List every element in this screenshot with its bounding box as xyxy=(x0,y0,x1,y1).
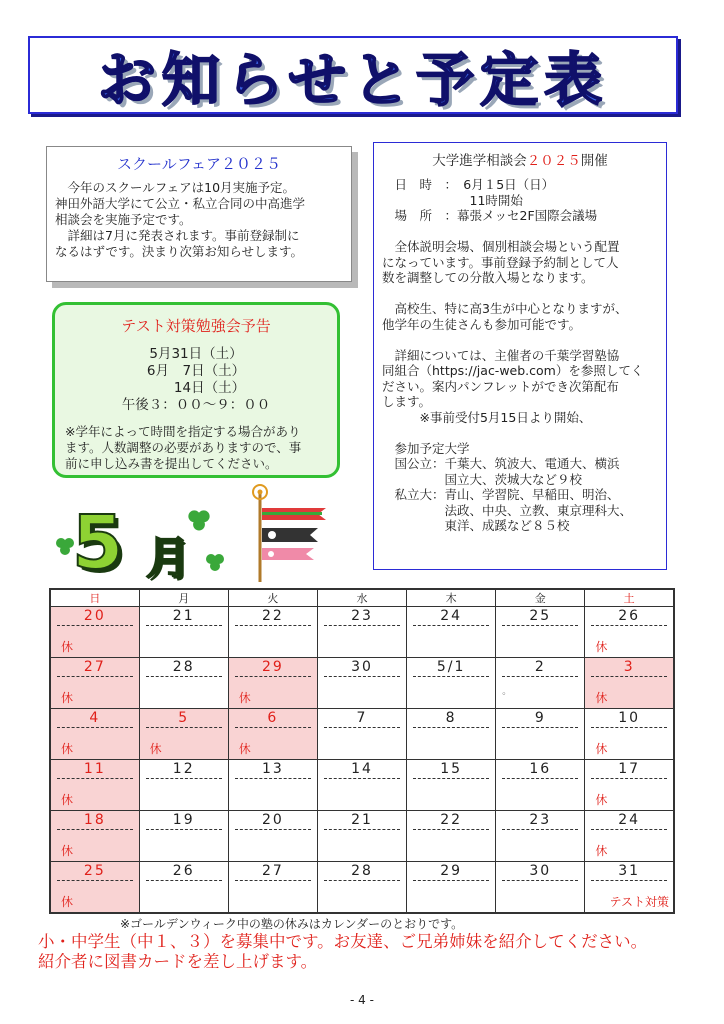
calendar-day-cell xyxy=(50,811,139,862)
day-number: 22 xyxy=(235,607,311,626)
calendar-day-cell xyxy=(496,709,585,760)
closed-mark: 休 xyxy=(61,793,74,808)
calendar-day-cell xyxy=(50,607,139,658)
test-study-box xyxy=(52,302,340,478)
school-fair-title: スクールフェア２０２５ xyxy=(117,155,281,173)
day-number: 5 xyxy=(146,709,222,728)
recruit-notice: 小・中学生（中１、３）を募集中です。お友達、ご兄弟姉妹を紹介してください。 紹介者に図書カードを差し上げます。 xyxy=(38,932,648,971)
closed-mark: 休 xyxy=(61,640,74,655)
may-illustration xyxy=(54,500,234,586)
day-number: 17 xyxy=(591,760,667,779)
day-number: 19 xyxy=(146,811,222,830)
calendar-day-cell xyxy=(496,811,585,862)
calendar-week-row xyxy=(50,658,674,709)
calendar-day-cell xyxy=(139,862,228,913)
test-study-note: ※学年によって時間を指定する場合があり ます。人数調整の必要がありますので、事 前に申し込み書を提出してください。 xyxy=(65,424,302,471)
calendar-day-cell xyxy=(50,709,139,760)
day-number: 25 xyxy=(57,862,133,881)
calendar-day-cell xyxy=(317,709,406,760)
day-number: 21 xyxy=(324,811,400,830)
day-number: 16 xyxy=(502,760,578,779)
calendar-day-cell xyxy=(407,811,496,862)
closed-mark: 休 xyxy=(595,844,608,859)
calendar-day-cell xyxy=(407,709,496,760)
university-consult-box xyxy=(373,142,667,570)
day-number: 14 xyxy=(324,760,400,779)
closed-mark: 休 xyxy=(238,691,251,706)
day-number: 24 xyxy=(413,607,489,626)
day-number: 30 xyxy=(502,862,578,881)
calendar-day-cell xyxy=(317,760,406,811)
calendar-header-row xyxy=(50,589,674,607)
day-number: 24 xyxy=(591,811,667,830)
day-number: 15 xyxy=(413,760,489,779)
day-number: 29 xyxy=(413,862,489,881)
calendar-day-cell xyxy=(228,607,317,658)
closed-mark: 休 xyxy=(149,742,162,757)
weekday-header: 日 xyxy=(50,589,139,607)
calendar-week-row xyxy=(50,709,674,760)
day-number: 30 xyxy=(324,658,400,677)
weekday-header: 土 xyxy=(585,589,674,607)
day-number: 21 xyxy=(146,607,222,626)
day-number: 26 xyxy=(591,607,667,626)
day-number: 31 xyxy=(591,862,667,881)
day-number: 28 xyxy=(146,658,222,677)
day-number: 5/1 xyxy=(413,658,489,677)
consult-title xyxy=(382,149,658,169)
closed-mark: 休 xyxy=(595,793,608,808)
calendar-day-cell xyxy=(317,811,406,862)
day-number: 12 xyxy=(146,760,222,779)
calendar-week-row xyxy=(50,607,674,658)
calendar-day-cell xyxy=(496,658,585,709)
day-number: 23 xyxy=(324,607,400,626)
header-banner xyxy=(28,36,678,114)
day-number: 2 xyxy=(502,658,578,677)
dot-mark: 。 xyxy=(502,687,512,698)
weekday-header: 水 xyxy=(317,589,406,607)
school-fair-box xyxy=(46,146,352,282)
day-number: 6 xyxy=(235,709,311,728)
calendar-day-cell xyxy=(317,607,406,658)
weekday-header: 木 xyxy=(407,589,496,607)
calendar-day-cell xyxy=(228,862,317,913)
may-kanji: 月 xyxy=(146,533,190,584)
calendar-day-cell xyxy=(228,760,317,811)
day-number: 20 xyxy=(57,607,133,626)
day-number: 10 xyxy=(591,709,667,728)
consult-body: 日 時 ： 6月１5日（日） 11時開始 場 所 ：幕張メッセ2F国際会議場 全体説明会場、個別相談会場という配置 になっています。事前登録予約制として人 数を調整しての分散入場となります。 高校生、特に高3生が中心となりますが、 他学年の生徒さんも参加可能です。 詳細については、主催者の千葉学習塾協 同組合（https://jac-web.com）を参照してく ださい。案内パンフレットができ次第配布 します。 ※事前受付5月15日より開始、 参加予定大学 国公立：千葉大、筑波大、電通大、横浜 国立大、茨城大など９校 私立大：青山、学習院、早稲田、明治、 法政、中央、立教、東京理科大、 東洋、成蹊など８５校 xyxy=(382,177,644,533)
calendar-day-cell xyxy=(139,811,228,862)
calendar-day-cell xyxy=(50,862,139,913)
day-number: 28 xyxy=(324,862,400,881)
closed-mark: 休 xyxy=(595,742,608,757)
may-calendar xyxy=(49,588,675,914)
calendar-day-cell xyxy=(496,607,585,658)
day-number: 22 xyxy=(413,811,489,830)
calendar-week-row xyxy=(50,760,674,811)
consult-title-year: ２０２５ xyxy=(526,153,581,169)
calendar-day-cell xyxy=(139,709,228,760)
calendar-day-cell xyxy=(407,658,496,709)
test-study-dates: 5月31日（土） 6月 7日（土） 14日（土） 午後３：００～９：００ xyxy=(121,346,271,413)
day-number: 7 xyxy=(324,709,400,728)
closed-mark: 休 xyxy=(61,742,74,757)
calendar-body xyxy=(50,607,674,914)
school-fair-body: 今年のスクールフェアは10月実施予定。 神田外語大学にて公立・私立合同の中高進学 相談会を実施予定です。 詳細は7月に発表されます。事前登録制に なるはずです。決まり次第お知らせします。 xyxy=(55,180,306,259)
day-number: 27 xyxy=(235,862,311,881)
calendar-day-cell xyxy=(228,811,317,862)
calendar-day-cell xyxy=(585,862,674,913)
day-number: 26 xyxy=(146,862,222,881)
calendar-day-cell xyxy=(139,607,228,658)
day-number: 11 xyxy=(57,760,133,779)
test-study-title: テスト対策勉強会予告 xyxy=(121,317,271,335)
calendar-day-cell xyxy=(585,811,674,862)
weekday-header: 金 xyxy=(496,589,585,607)
calendar-day-cell xyxy=(50,760,139,811)
calendar-week-row xyxy=(50,811,674,862)
clover-icon xyxy=(204,552,226,574)
closed-mark: 休 xyxy=(595,640,608,655)
calendar-day-cell xyxy=(585,760,674,811)
calendar-day-cell xyxy=(407,760,496,811)
page-number: - 4 - xyxy=(350,993,374,1007)
calendar-day-cell xyxy=(228,709,317,760)
calendar-note: ※ゴールデンウィーク中の塾の休みはカレンダーのとおりです。 xyxy=(120,917,464,931)
closed-mark: 休 xyxy=(595,691,608,706)
calendar-day-cell xyxy=(139,760,228,811)
day-number: 20 xyxy=(235,811,311,830)
closed-mark: 休 xyxy=(61,844,74,859)
calendar-day-cell xyxy=(139,658,228,709)
day-number: 8 xyxy=(413,709,489,728)
may-number: 5 xyxy=(72,500,124,586)
day-number: 18 xyxy=(57,811,133,830)
closed-mark: 休 xyxy=(61,895,74,909)
day-number: 3 xyxy=(591,658,667,677)
calendar-day-cell xyxy=(496,862,585,913)
test-prep-mark: テスト対策 xyxy=(609,895,669,909)
calendar-day-cell xyxy=(317,658,406,709)
calendar-day-cell xyxy=(407,862,496,913)
weekday-header: 火 xyxy=(228,589,317,607)
calendar-week-row xyxy=(50,862,674,913)
weekday-header: 月 xyxy=(139,589,228,607)
day-number: 23 xyxy=(502,811,578,830)
calendar-day-cell xyxy=(317,862,406,913)
calendar-day-cell xyxy=(585,607,674,658)
day-number: 9 xyxy=(502,709,578,728)
calendar-day-cell xyxy=(585,709,674,760)
day-number: 4 xyxy=(57,709,133,728)
koinobori-icon xyxy=(244,484,334,584)
calendar-day-cell xyxy=(50,658,139,709)
closed-mark: 休 xyxy=(238,742,251,757)
closed-mark: 休 xyxy=(61,691,74,706)
consult-title-prefix: 大学進学相談会 xyxy=(432,153,527,169)
day-number: 13 xyxy=(235,760,311,779)
day-number: 25 xyxy=(502,607,578,626)
calendar-day-cell xyxy=(496,760,585,811)
day-number: 27 xyxy=(57,658,133,677)
calendar-day-cell xyxy=(585,658,674,709)
calendar-day-cell xyxy=(407,607,496,658)
consult-title-suffix: 開催 xyxy=(580,153,608,169)
calendar-day-cell xyxy=(228,658,317,709)
day-number: 29 xyxy=(235,658,311,677)
page-title: お知らせと予定表 xyxy=(97,46,609,114)
